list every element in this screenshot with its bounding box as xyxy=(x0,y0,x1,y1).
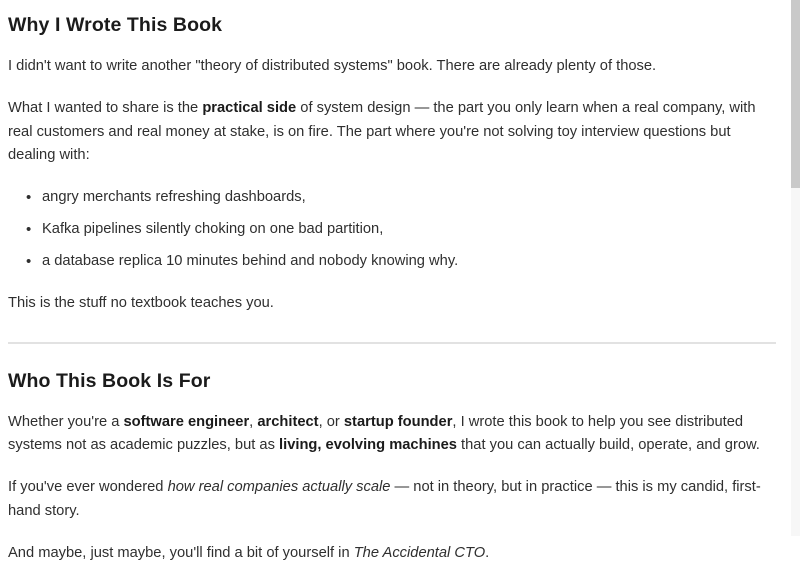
paragraph-who-1-text-5: that you can actually build, operate, and grow. xyxy=(456,437,760,454)
list-item: • angry merchants refreshing dashboards, xyxy=(42,186,776,210)
paragraph-who-3-italic-the-accidental-cto: The Accidental CTO xyxy=(353,544,486,561)
paragraph-who-2-italic-how-real-companies-actually-scale: how real companies actually scale xyxy=(167,479,391,496)
paragraph-who-1-bold-architect: architect xyxy=(257,413,319,430)
paragraph-why-2 xyxy=(8,97,776,168)
paragraph-why-2-bold-practical-side: practical side xyxy=(202,99,297,116)
paragraph-why-1: I didn't want to write another "theory of distributed systems" book. There are already plenty of those. xyxy=(8,58,657,74)
paragraph-who-1-bold-software-engineer: software engineer xyxy=(123,413,250,430)
vertical-scrollbar[interactable] xyxy=(791,0,800,536)
scrollbar-thumb[interactable] xyxy=(791,0,800,188)
paragraph-who-1-text-1: Whether you're a xyxy=(8,413,124,430)
paragraph-why-3: This is the stuff no textbook teaches you. xyxy=(8,294,274,311)
paragraph-who-1 xyxy=(8,411,776,459)
why-bullet-list xyxy=(8,186,776,273)
paragraph-why-2-text-2: of system design — the part you only learn when a real company, with real customers and real money at stake, is on fire. The part where you're not solving toy interview questions but dealing with: xyxy=(8,99,756,164)
paragraph-who-1-text-2: , xyxy=(249,413,258,430)
list-item: • a database replica 10 minutes behind and nobody knowing why. xyxy=(42,250,776,274)
paragraph-why-2-text-1: What I wanted to share is the xyxy=(8,99,203,116)
paragraph-who-2 xyxy=(8,476,776,524)
paragraph-who-1-text-3: , or xyxy=(318,413,344,430)
list-item: • Kafka pipelines silently choking on one bad partition, xyxy=(42,218,776,242)
paragraph-who-1-bold-living-evolving-machines: living, evolving machines xyxy=(279,437,457,454)
paragraph-who-1-text-4: , I wrote this book to help you see distributed systems not as academic puzzles, but as xyxy=(8,413,744,454)
page-title: Why I Wrote This Book xyxy=(8,14,223,36)
paragraph-who-2-text-1: If you've ever wondered xyxy=(8,479,168,496)
section-title-who: Who This Book Is For xyxy=(8,369,211,392)
paragraph-who-3 xyxy=(8,542,776,566)
paragraph-who-1-bold-startup-founder: startup founder xyxy=(343,413,453,430)
section-divider xyxy=(8,342,776,344)
paragraph-who-3-text-2: . xyxy=(485,544,490,561)
paragraph-who-3-text-1: And maybe, just maybe, you'll find a bit of yourself in xyxy=(8,544,354,561)
paragraph-who-2-text-2: — not in theory, but in practice — this is my candid, first-hand story. xyxy=(8,479,761,519)
section-why-i-wrote-this-book xyxy=(8,14,776,316)
